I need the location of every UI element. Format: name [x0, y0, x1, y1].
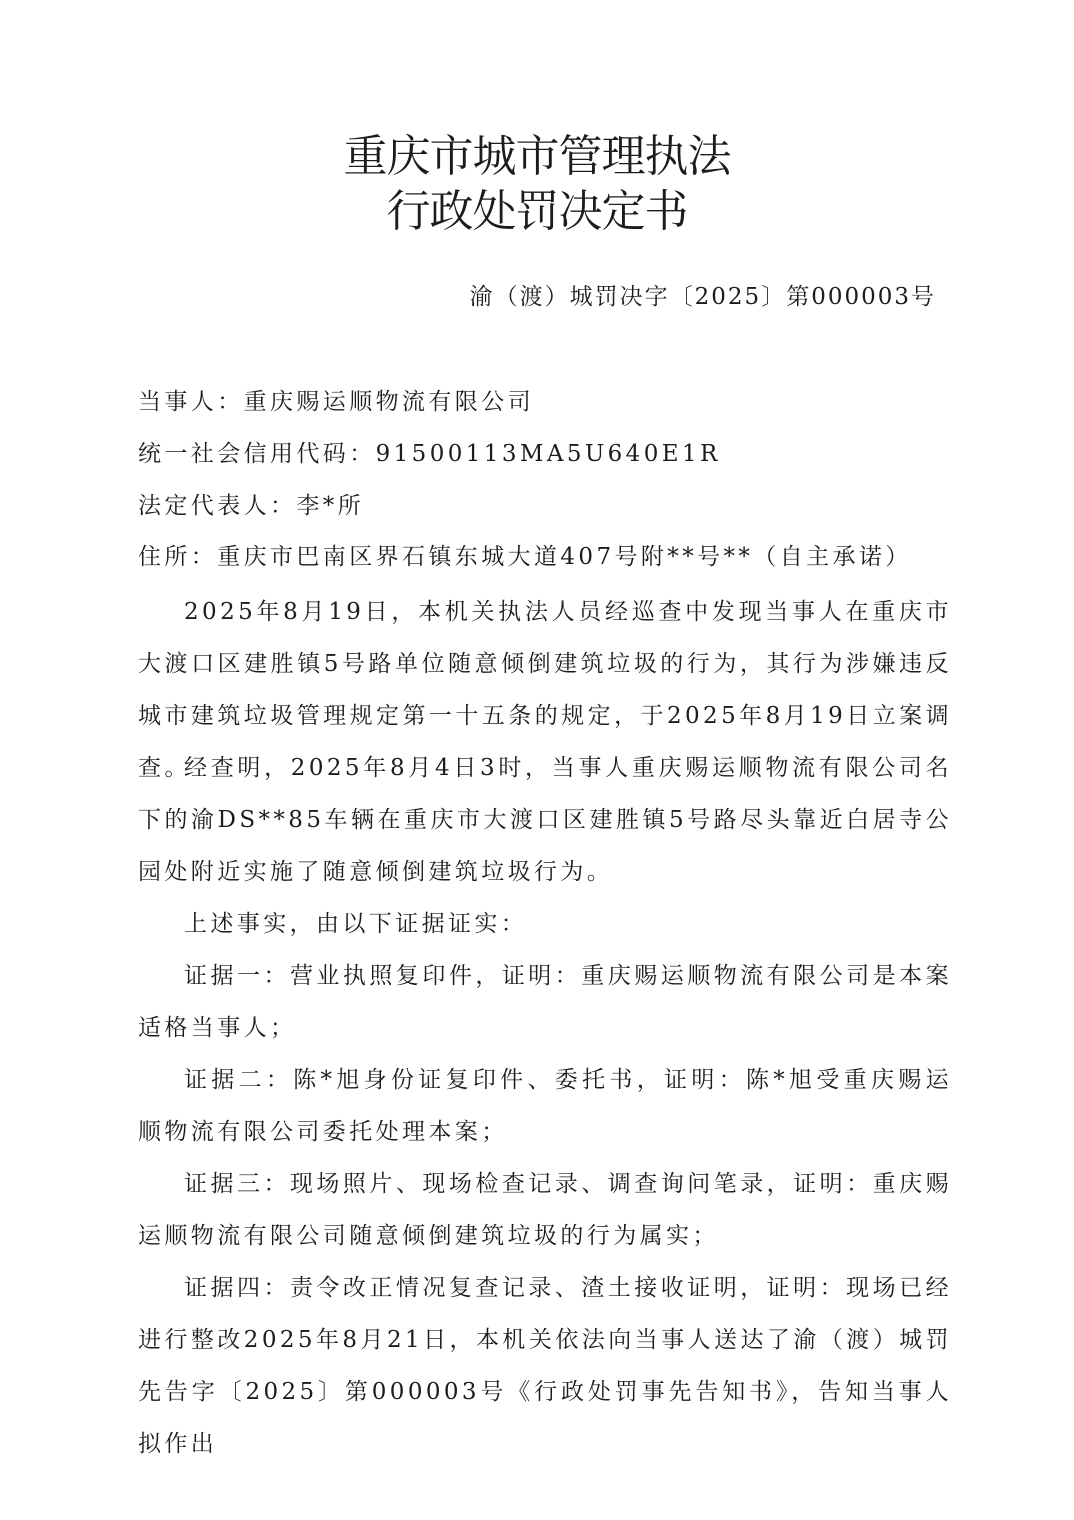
paragraph-case-filing: 2025年8月19日，本机关执法人员经巡查中发现当事人在重庆市大渡口区建胜镇5号路单位随意倾倒建筑垃圾的行为，其行为涉嫌违反城市建筑垃圾管理规定第一十五条的规定，于2025年8月19日立案调查。 [138, 599, 952, 781]
document-number: 渝（渡）城罚决字〔2025〕第000003号 [469, 284, 936, 310]
document-title-line-1: 重庆市城市管理执法 [343, 131, 731, 182]
legal-rep-label: 法定代表人： [138, 493, 297, 519]
paragraph-findings: 经查明，2025年8月4日3时，当事人重庆赐运顺物流有限公司名下的渝DS**85车辆在重庆市大渡口区建胜镇5号路尽头靠近白居寺公园处附近实施了随意倾倒建筑垃圾行为。 [138, 755, 952, 885]
party-value: 重庆赐运顺物流有限公司 [243, 389, 535, 415]
credit-code-label: 统一社会信用代码： [138, 441, 376, 467]
address-value: 重庆市巴南区界石镇东城大道407号附**号**（自主承诺） [217, 544, 912, 570]
party-label: 当事人： [138, 389, 244, 415]
legal-rep-value: 李*所 [296, 493, 365, 519]
paragraph-evidence-3: 证据三：现场照片、现场检查记录、调查询问笔录，证明：重庆赐运顺物流有限公司随意倾倒建筑垃圾的行为属实； [138, 1171, 952, 1249]
paragraph-evidence-4: 证据四：责令改正情况复查记录、渣土接收证明，证明：现场已经进行整改2025年8月21日，本机关依法向当事人送达了渝（渡）城罚先告字〔2025〕第000003号《行政处罚事先告知书》，告知当事人拟作出 [138, 1275, 952, 1457]
credit-code-value: 91500113MA5U640E1R [375, 441, 721, 467]
paragraph-evidence-intro: 上述事实，由以下证据证实： [184, 911, 528, 937]
credit-code-line [138, 437, 721, 471]
address-line [138, 540, 912, 574]
party-line [138, 385, 534, 419]
paragraph-evidence-1: 证据一：营业执照复印件，证明：重庆赐运顺物流有限公司是本案适格当事人； [138, 963, 952, 1041]
address-label: 住所： [138, 544, 218, 570]
legal-rep-line [138, 489, 364, 523]
paragraph-evidence-2: 证据二：陈*旭身份证复印件、委托书，证明：陈*旭受重庆赐运顺物流有限公司委托处理本案； [138, 1067, 952, 1145]
document-title-line-2: 行政处罚决定书 [386, 186, 688, 237]
